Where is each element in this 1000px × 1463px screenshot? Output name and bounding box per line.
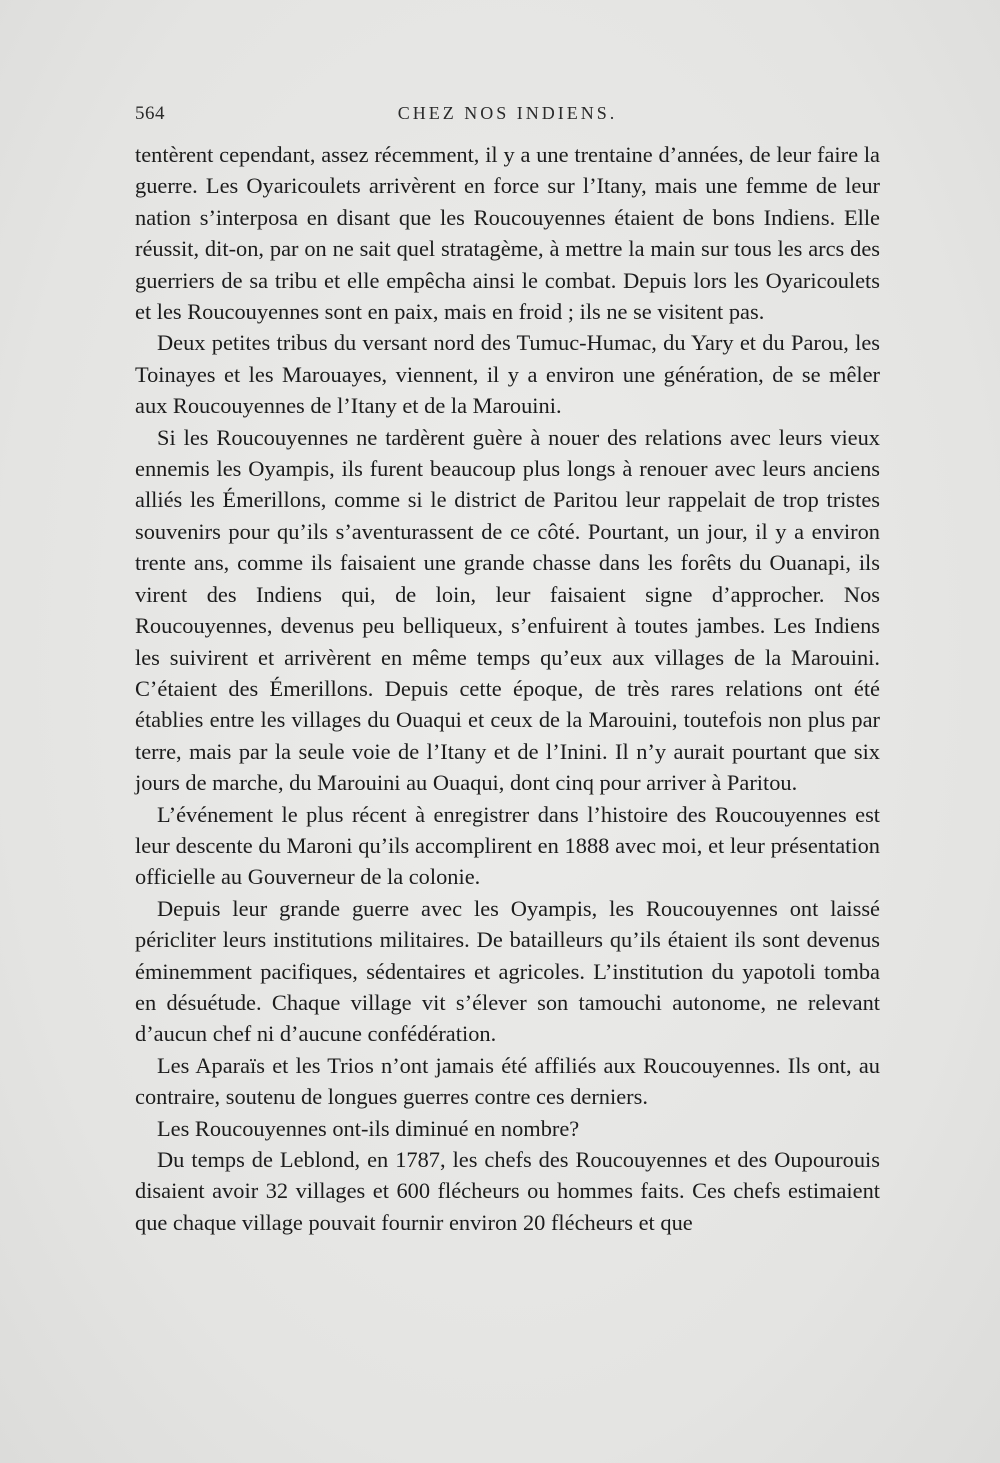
page-number: 564 <box>135 103 165 124</box>
paragraph: Les Roucouyennes ont-ils diminué en nombre? <box>157 1115 580 1141</box>
paragraph: Depuis leur grande guerre avec les Oyampis, les Roucouyennes ont laissé péricliter leurs institutions militaires. De batailleurs qu’ils étaient ils sont devenus éminemment pacifiques, sédentaires et agricoles. L’institution du yapotoli tomba en désuétude. Chaque village vit s’élever son tamouchi autonome, ne relevant d’aucun chef ni d’aucune confédération. <box>135 895 880 1047</box>
paragraph: L’événement le plus récent à enregistrer dans l’histoire des Roucouyennes est leur descente du Maroni qu’ils accomplirent en 1888 avec moi, et leur présentation officielle au Gouverneur de la colonie. <box>135 801 880 890</box>
paragraph: Du temps de Leblond, en 1787, les chefs des Roucouyennes et des Oupourouis disaient avoir 32 villages et 600 flécheurs ou hommes faits. Ces chefs estimaient que chaque village pouvait fournir environ 20 flécheurs et que <box>135 1147 880 1235</box>
body-text <box>135 139 880 1238</box>
paragraph: tentèrent cependant, assez récemment, il y a une trentaine d’années, de leur faire la guerre. Les Oyaricoulets arrivèrent en force sur l’Itany, mais une femme de leur nation s’interposa en disant que les Roucouyennes étaient de bons Indiens. Elle réussit, dit-on, par on ne sait quel stratagème, à mettre la main sur tous les arcs des guerriers de sa tribu et elle empêcha ainsi le combat. Depuis lors les Oyaricoulets et les Roucouyennes sont en paix, mais en froid ; ils ne se visitent pas. <box>135 142 880 325</box>
running-title: CHEZ NOS INDIENS. <box>397 103 618 123</box>
paragraph: Deux petites tribus du versant nord des Tumuc-Humac, du Yary et du Parou, les Toinayes et les Marouayes, viennent, il y a environ une génération, de se mêler aux Roucouyennes de l’Itany et de la Marouini. <box>135 330 880 419</box>
paragraph: Les Aparaïs et les Trios n’ont jamais été affiliés aux Roucouyennes. Ils ont, au contraire, soutenu de longues guerres contre ces derniers. <box>135 1052 880 1110</box>
page-header <box>135 101 880 129</box>
paragraph: Si les Roucouyennes ne tardèrent guère à nouer des relations avec leurs vieux ennemis les Oyampis, ils furent beaucoup plus longs à renouer avec leurs anciens alliés les Émerillons, comme si le district de Paritou leur rappelait de trop tristes souvenirs pour qu’ils s’aventurassent de ce côté. Pourtant, un jour, il y a environ trente ans, comme ils faisaient une grande chasse dans les forêts du Ouanapi, ils virent des Indiens qui, de loin, leur faisaient signe d’approcher. Nos Roucouyennes, devenus peu belliqueux, s’enfuirent à toutes jambes. Les Indiens les suivirent et arrivèrent en même temps qu’eux aux villages de la Marouini. C’étaient des Émerillons. Depuis cette époque, de très rares relations ont été établies entre les villages du Ouaqui et ceux de la Marouini, toutefois non plus par terre, mais par la seule voie de l’Itany et de l’Inini. Il n’y aurait pourtant que six jours de marche, du Marouini au Ouaqui, dont cinq pour arriver à Paritou. <box>135 424 880 796</box>
